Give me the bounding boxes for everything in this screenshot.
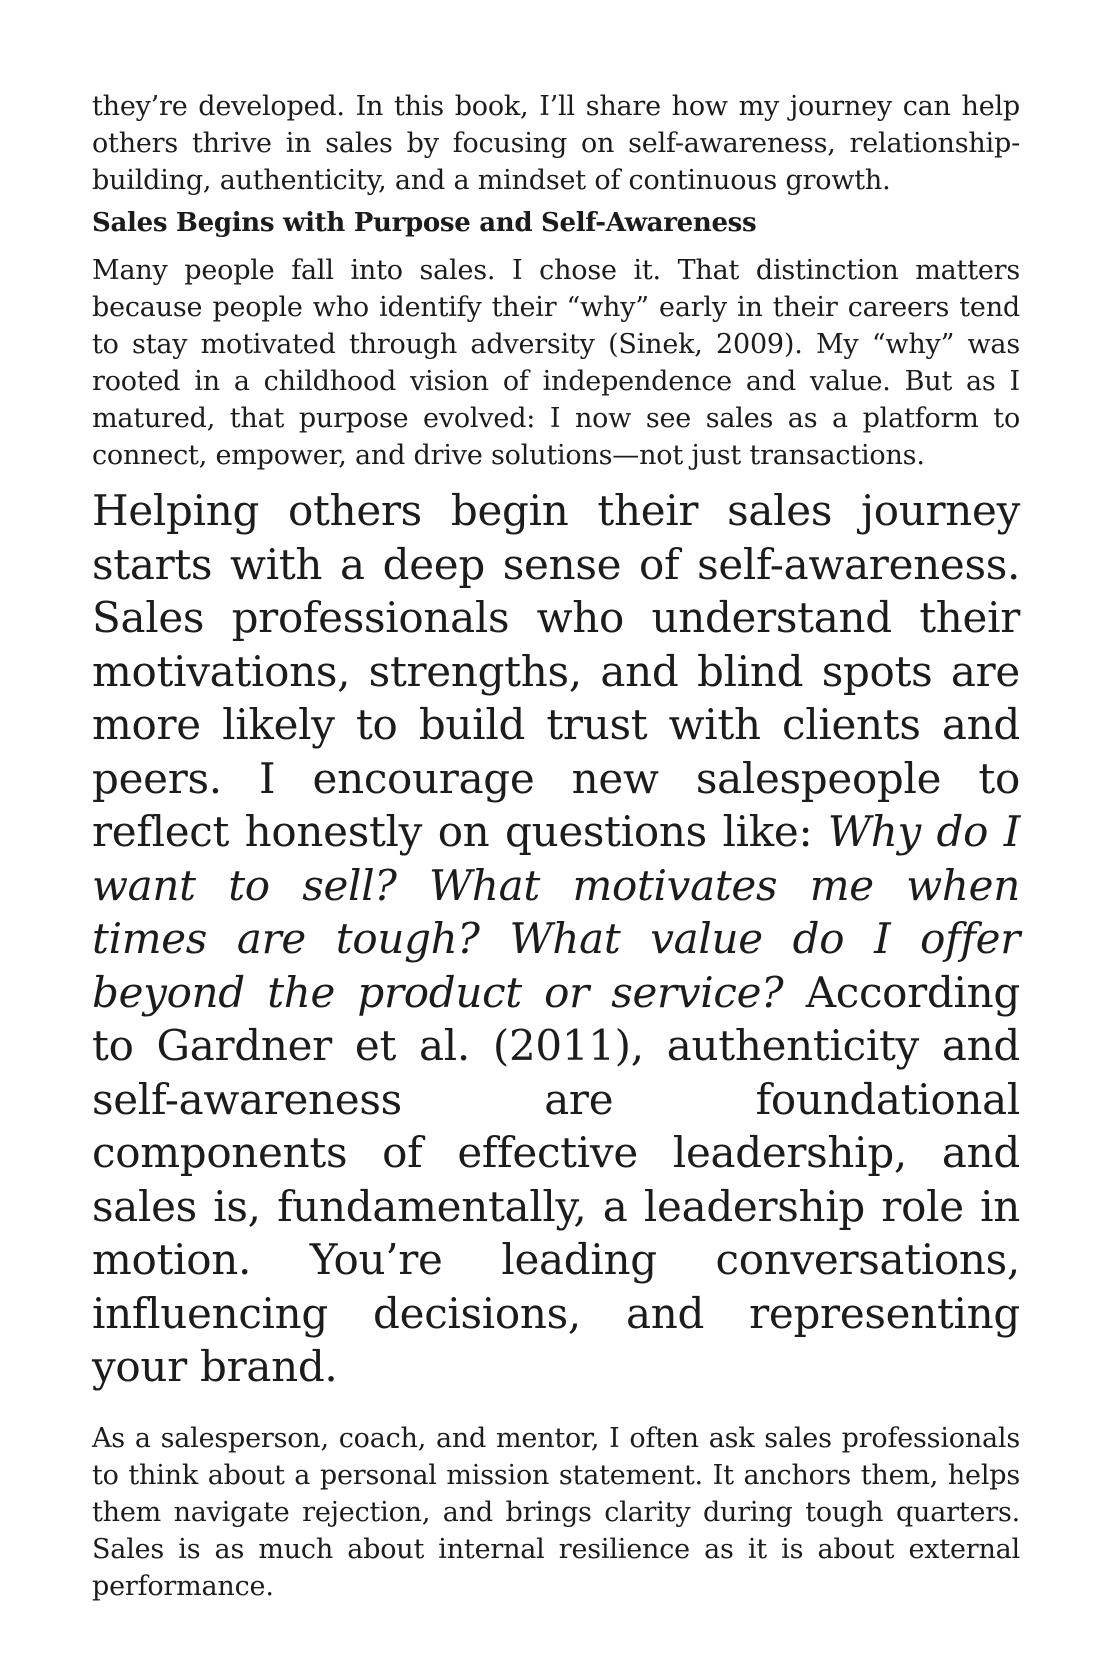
- section-heading: Sales Begins with Purpose and Self-Awareness: [92, 208, 757, 238]
- paragraph-intro: they’re developed. In this book, I’ll share how my journey can help others thrive in sales by focusing on self-awareness, relationship-building, authenticity, and a mindset of continuous growth.: [92, 91, 1020, 196]
- document-page: [92, 88, 1020, 1605]
- paragraph-self-awareness: [92, 484, 1020, 1394]
- paragraph-self-awareness-rest: According to Gardner et al. (2011), authenticity and self-awareness are foundational components of effective leadership, and sales is, fundamentally, a leadership role in motion. You’re leading conversations, influencing decisions, and representing your brand.: [92, 967, 1020, 1391]
- paragraph-purpose: Many people fall into sales. I chose it. That distinction matters because people who identify their “why” early in their careers tend to stay motivated through adversity (Sinek, 2009). My “why” was rooted in a childhood vision of independence and value. But as I matured, that purpose evolved: I now see sales as a platform to connect, empower, and drive solutions—not just transactions.: [92, 255, 1020, 471]
- reflection-questions: Why do I want to sell? What motivates me when times are tough? What value do I offer beyond the product or service?: [92, 807, 1020, 1017]
- paragraph-self-awareness-intro: Helping others begin their sales journey starts with a deep sense of self-awareness. Sales professionals who understand their motivations, strengths, and blind spots are more likely to build trust with clients and peers. I encourage new salespeople to reflect honestly on questions like:: [92, 486, 1020, 856]
- paragraph-mission-statement: As a salesperson, coach, and mentor, I often ask sales professionals to think about a personal mission statement. It anchors them, helps them navigate rejection, and brings clarity during tough quarters. Sales is as much about internal resilience as it is about external performance.: [92, 1422, 1020, 1602]
